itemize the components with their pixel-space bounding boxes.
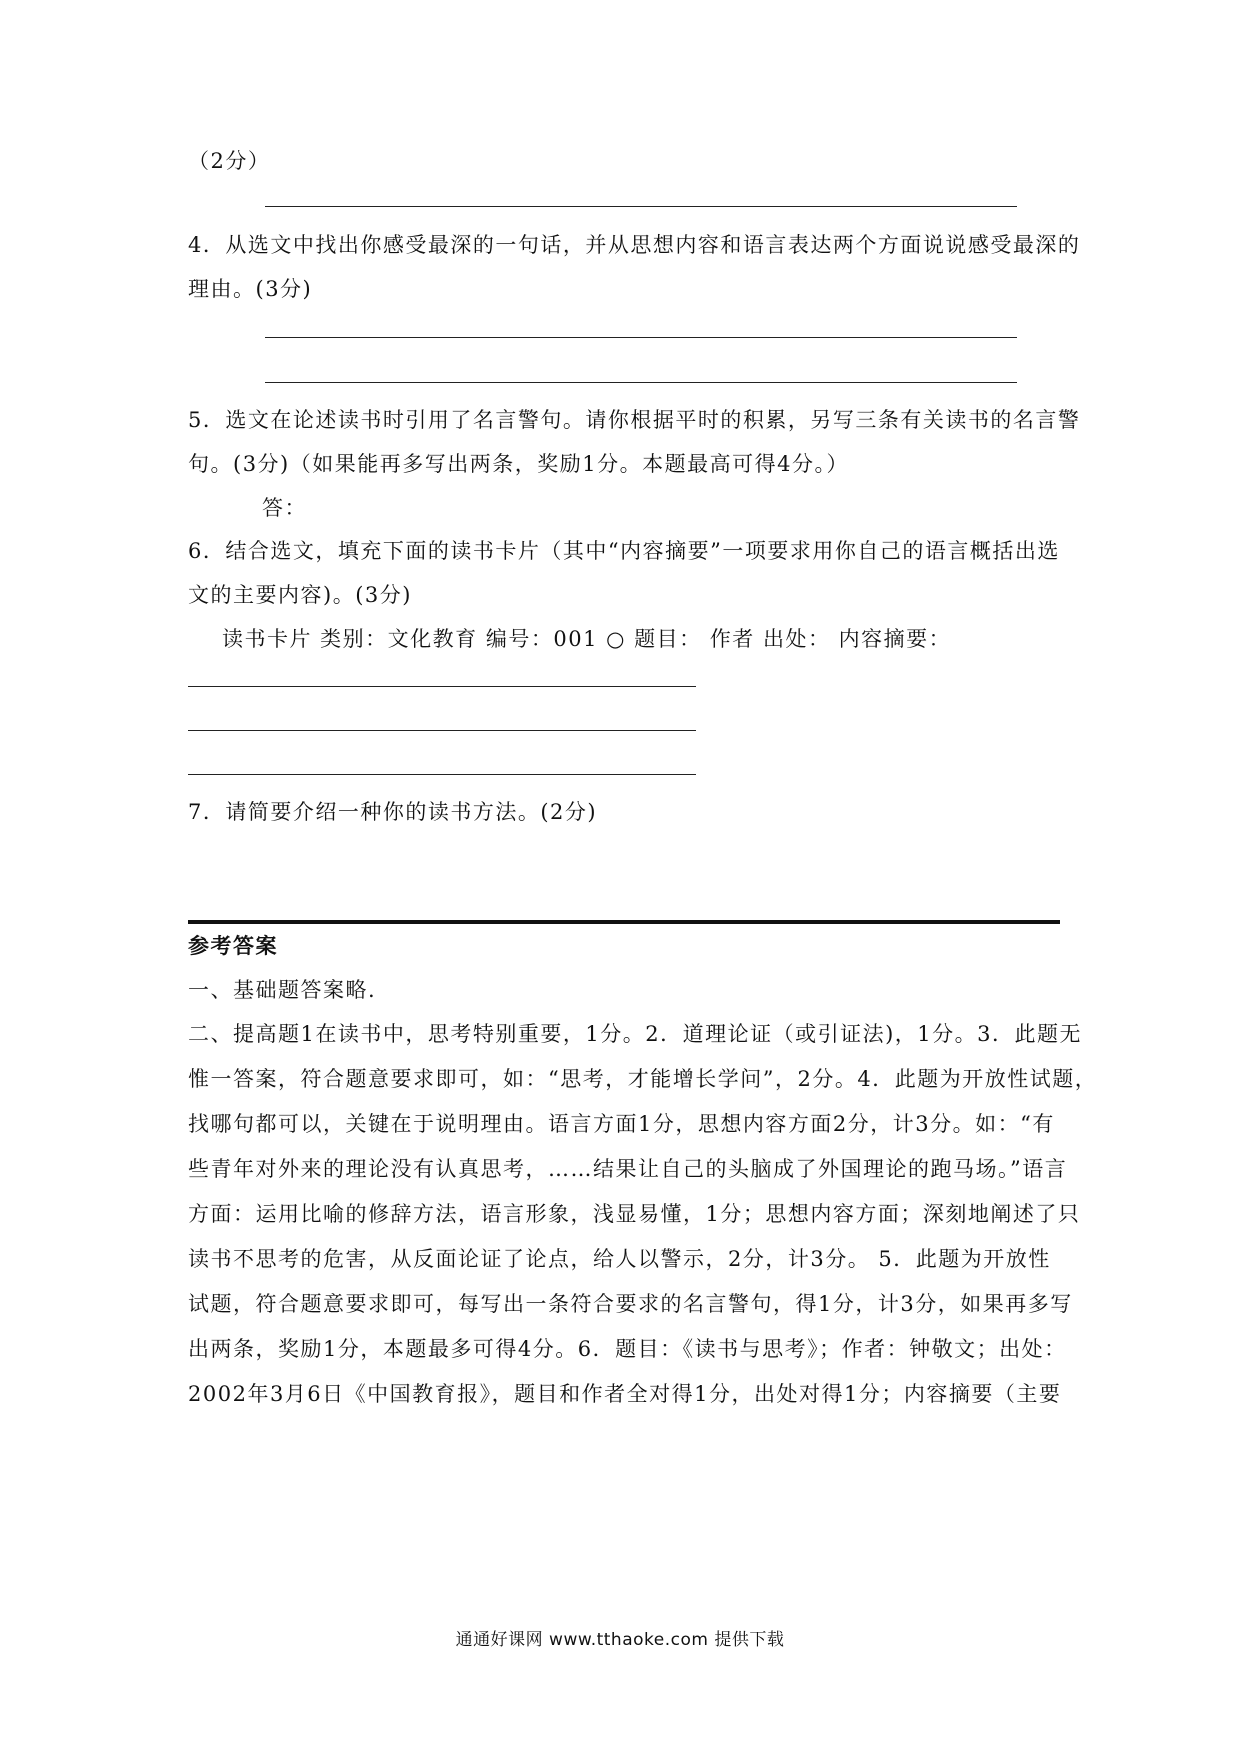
q4-text-line2: 理由。(3分): [188, 277, 313, 301]
q5-text-line1: 5．选文在论述读书时引用了名言警句。请你根据平时的积累，另写三条有关读书的名言警: [188, 408, 1081, 432]
card-answer-line: [188, 730, 696, 731]
section-divider: [188, 920, 1060, 924]
answer-line: 读书不思考的危害，从反面论证了论点，给人以警示，2分，计3分。 5．此题为开放性: [188, 1247, 1051, 1271]
q6-text-line2: 文的主要内容)。(3分): [188, 583, 412, 607]
q4-answer-line: [265, 382, 1017, 383]
q6-text-line1: 6．结合选文，填充下面的读书卡片（其中“内容摘要”一项要求用你自己的语言概括出选: [188, 539, 1060, 563]
card-answer-line: [188, 774, 696, 775]
answer-line: 出两条，奖励1分，本题最多可得4分。6．题目：《读书与思考》；作者：钟敬文；出处：: [188, 1337, 1067, 1361]
answers-heading: 参考答案: [188, 933, 278, 958]
q5-text-line2: 句。(3分)（如果能再多写出两条，奖励1分。本题最高可得4分。）: [188, 452, 849, 476]
q5-answer-label: 答：: [262, 496, 307, 520]
reading-card-fields: 读书卡片 类别：文化教育 编号：001 ○ 题目： 作者 出处： 内容摘要：: [222, 627, 952, 651]
answer-line: 方面：运用比喻的修辞方法，语言形象，浅显易懂，1分；思想内容方面；深刻地阐述了只: [188, 1202, 1081, 1226]
page-footer: 通通好课网 www.tthaoke.com 提供下载: [455, 1630, 785, 1650]
card-answer-line: [188, 686, 696, 687]
answer-line: 惟一答案，符合题意要求即可，如：“思考，才能增长学问”，2分。4．此题为开放性试题，: [188, 1067, 1098, 1091]
answer-line: 找哪句都可以，关键在于说明理由。语言方面1分，思想内容方面2分，计3分。如：“有: [188, 1112, 1055, 1136]
q3-score-note: （2分）: [188, 149, 271, 173]
q4-text-line1: 4．从选文中找出你感受最深的一句话，并从思想内容和语言表达两个方面说说感受最深的: [188, 233, 1081, 257]
answer-line: 试题，符合题意要求即可，每写出一条符合要求的名言警句，得1分，计3分，如果再多写: [188, 1292, 1073, 1316]
answer-line: 二、提高题1在读书中，思考特别重要，1分。2．道理论证（或引证法)，1分。3．此题无: [188, 1022, 1082, 1046]
q7-text: 7．请简要介绍一种你的读书方法。(2分): [188, 800, 598, 824]
answer-line: 2002年3月6日《中国教育报》，题目和作者全对得1分，出处对得1分；内容摘要（主要: [188, 1382, 1062, 1406]
q4-answer-line: [265, 337, 1017, 338]
q3-answer-line: [265, 206, 1017, 207]
answer-line: 些青年对外来的理论没有认真思考，……结果让自己的头脑成了外国理论的跑马场。”语言: [188, 1157, 1068, 1181]
answer-line: 一、基础题答案略.: [188, 978, 377, 1002]
